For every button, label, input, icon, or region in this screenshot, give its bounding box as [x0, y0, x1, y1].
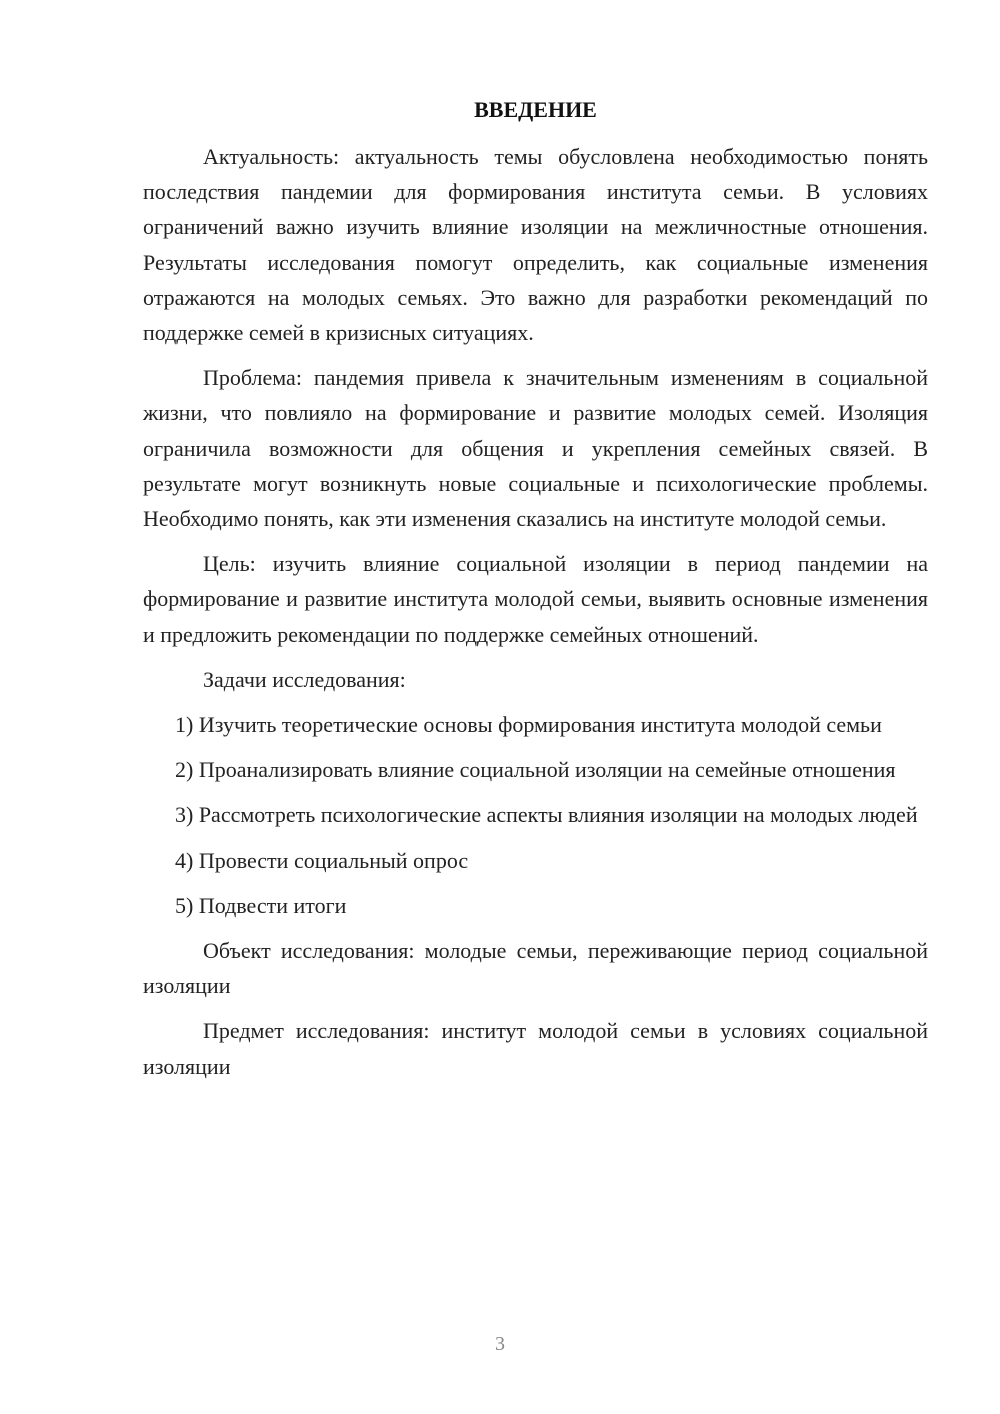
paragraph-relevance: Актуальность: актуальность темы обусловлена необходимостью понять последствия пандемии для формирования института семьи. В условиях ограничений важно изучить влияние изоляции на межличностные отношения. Результаты исследования помогут определить, как социальные изменения отражаются на молодых семьях. Это важно для разработки рекомендаций по поддержке семей в кризисных ситуациях.	[143, 144, 928, 346]
task-item-4: 4) Провести социальный опрос	[175, 847, 469, 873]
page-number: 3	[495, 1333, 505, 1355]
page-body	[143, 92, 928, 1094]
paragraph-subject: Предмет исследования: институт молодой семьи в условиях социальной изоляции	[143, 1018, 928, 1079]
task-item-1: 1) Изучить теоретические основы формирования института молодой семьи	[175, 712, 882, 738]
task-item-2: 2) Проанализировать влияние социальной изоляции на семейные отношения	[175, 757, 896, 783]
task-item-3: 3) Рассмотреть психологические аспекты влияния изоляции на молодых людей	[175, 802, 918, 828]
tasks-heading: Задачи исследования:	[203, 666, 406, 692]
task-item-5: 5) Подвести итоги	[175, 892, 347, 918]
paragraph-object: Объект исследования: молодые семьи, переживающие период социальной изоляции	[143, 938, 928, 999]
page-title: ВВЕДЕНИЕ	[474, 97, 597, 122]
paragraph-goal: Цель: изучить влияние социальной изоляции в период пандемии на формирование и развитие института молодой семьи, выявить основные изменения и предложить рекомендации по поддержке семейных отношений.	[143, 551, 928, 647]
paragraph-problem: Проблема: пандемия привела к значительным изменениям в социальной жизни, что повлияло на формирование и развитие молодых семей. Изоляция ограничила возможности для общения и укрепления семейных связей. В результате могут возникнуть новые социальные и психологические проблемы. Необходимо понять, как эти изменения сказались на институте молодой семьи.	[143, 365, 928, 532]
